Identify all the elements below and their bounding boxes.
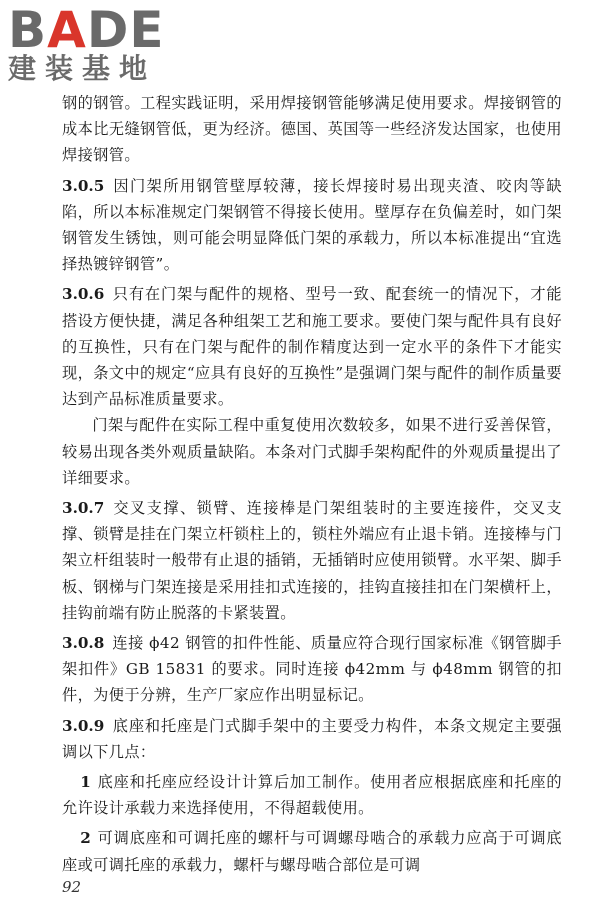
item-text: 底座和托座应经设计计算后加工制作。使用者应根据底座和托座的允许设计承载力来选择使用，不得超载使用。	[62, 773, 562, 818]
clause-text: 交叉支撑、锁臂、连接棒是门架组装时的主要连接件，交叉支撑、锁臂是挂在门架立杆锁柱上的，锁柱外端应有止退卡销。连接棒与门架立杆组装时一般带有止退的插销，无插销时应使用锁臂。水平架、脚手板、钢梯与门架连接是采用挂扣式连接的，挂钩直接挂扣在门架横杆上，挂钩前端有防止脱落的卡紧装置。	[62, 499, 562, 622]
clause-text: 底座和托座是门式脚手架中的主要受力构件，本条文规定主要强调以下几点：	[62, 716, 562, 761]
clause-number: 3.0.5	[62, 176, 105, 195]
clause-3-0-9	[62, 713, 562, 765]
clause-3-0-7	[62, 495, 562, 626]
logo-wordmark: BADE	[8, 1, 165, 59]
clause-3-0-8	[62, 630, 562, 709]
clause-number: 3.0.6	[62, 285, 105, 304]
clause-number: 3.0.7	[62, 499, 105, 518]
item-text: 可调底座和可调托座的螺杆与可调螺母啮合的承载力应高于可调底座或可调托座的承载力，螺杆与螺母啮合部位是可调	[62, 829, 562, 874]
storage-paragraph: 门架与配件在实际工程中重复使用次数较多，如果不进行妥善保管，较易出现各类外观质量缺陷。本条对门式脚手架构配件的外观质量提出了详细要求。	[62, 416, 562, 487]
clause-number: 3.0.8	[62, 634, 105, 653]
clause-text: 只有在门架与配件的规格、型号一致、配套统一的情况下，才能搭设方便快捷，满足各种组架工艺和施工要求。要使门架与配件具有良好的互换性，只有在门架与配件的制作精度达到一定水平的条件下才能实现，条文中的规定“应具有良好的互换性”是强调门架与配件的制作质量要达到产品标准质量要求。	[62, 285, 562, 409]
logo-subtitle: 建装基地	[8, 52, 157, 85]
item-number: 1	[80, 773, 92, 792]
intro-paragraph: 钢的钢管。工程实践证明，采用焊接钢管能够满足使用要求。焊接钢管的成本比无缝钢管低，更为经济。德国、英国等一些经济发达国家，也使用焊接钢管。	[62, 94, 562, 165]
clause-text: 连接 ϕ42 钢管的扣件性能、质量应符合现行国家标准《钢管脚手架扣件》GB 15831 的要求。同时连接 ϕ42mm 与 ϕ48mm 钢管的扣件，为便于分辨，生产厂家应作出明显标记。	[62, 634, 562, 705]
clause-3-0-5	[62, 173, 562, 278]
list-item-1	[62, 769, 562, 821]
list-item-2	[62, 825, 562, 877]
page-number: 92	[62, 878, 82, 896]
clause-number: 3.0.9	[62, 716, 105, 735]
item-number: 2	[80, 829, 92, 848]
bade-logo	[8, 1, 178, 85]
document-body	[62, 90, 562, 878]
clause-3-0-6	[62, 281, 562, 412]
clause-text: 因门架所用钢管壁厚较薄，接长焊接时易出现夹渣、咬肉等缺陷，所以本标准规定门架钢管不得接长使用。壁厚存在负偏差时，如门架钢管发生锈蚀，则可能会明显降低门架的承载力，所以本标准提出“宜选择热镀锌钢管”。	[62, 176, 562, 274]
